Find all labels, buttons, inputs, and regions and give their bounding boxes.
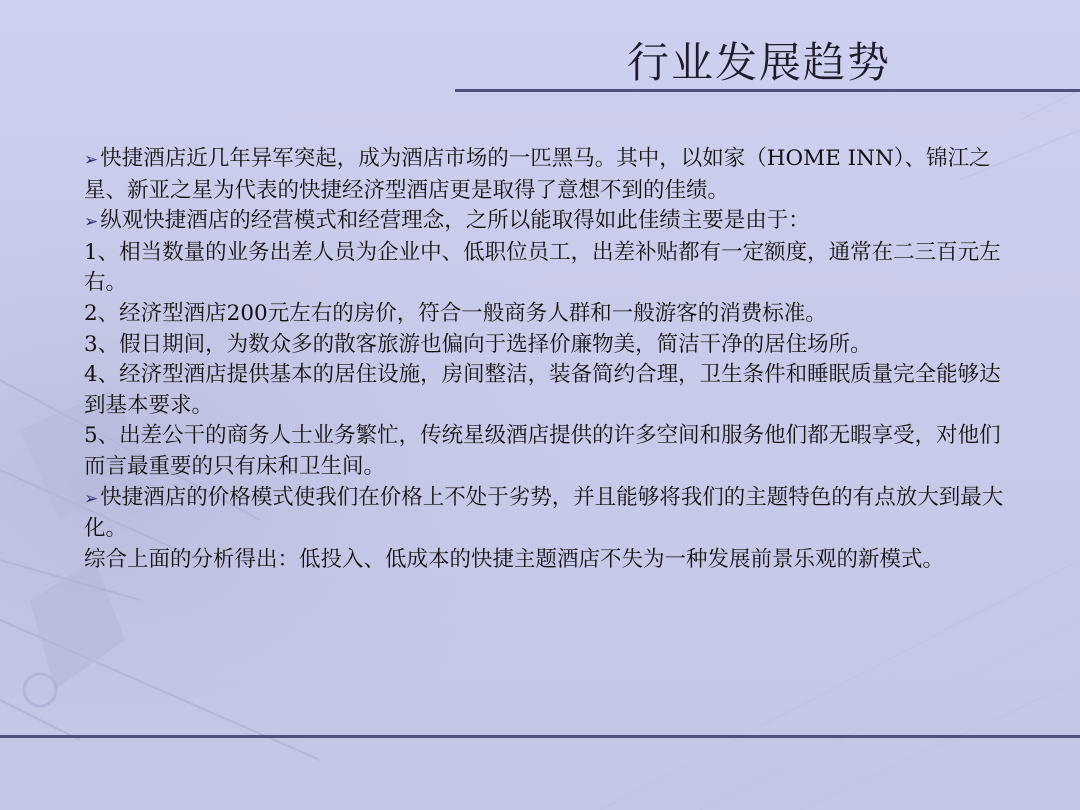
body-paragraph [84, 360, 1004, 421]
body-paragraph [84, 330, 1004, 361]
arrow-bullet-icon: ➢ [84, 150, 99, 170]
paragraph-text: 快捷酒店的价格模式使我们在价格上不处于劣势，并且能够将我们的主题特色的有点放大到最大化。 [84, 484, 1004, 542]
slide-title: 行业发展趋势 [627, 38, 892, 87]
bullet-paragraph [84, 206, 1004, 238]
paragraph-text: 1、相当数量的业务出差人员为企业中、低职位员工，出差补贴都有一定额度，通常在二三百元左右。 [84, 239, 1001, 296]
arrow-bullet-icon: ➢ [84, 488, 99, 509]
body-paragraph [84, 299, 1004, 330]
paragraph-text: 纵观快捷酒店的经营模式和经营理念，之所以能取得如此佳绩主要是由于： [100, 208, 810, 234]
footer-divider [0, 735, 1080, 738]
paragraph-text: 2、经济型酒店200元左右的房价，符合一般商务人群和一般游客的消费标准。 [84, 300, 827, 326]
body-paragraph [84, 238, 1004, 299]
bullet-paragraph [84, 144, 1004, 206]
arrow-bullet-icon: ➢ [84, 212, 99, 233]
paragraph-text: 4、经济型酒店提供基本的居住设施，房间整洁，装备简约合理，卫生条件和睡眠质量完全能够达到基本要求。 [84, 362, 1001, 418]
bullet-paragraph [84, 483, 1004, 545]
slide-body [84, 144, 1004, 575]
paragraph-text: 综合上面的分析得出：低投入、低成本的快捷主题酒店不失为一种发展前景乐观的新模式。 [84, 546, 945, 572]
paragraph-text: 5、出差公干的商务人士业务繁忙，传统星级酒店提供的许多空间和服务他们都无暇享受，对他们而言最重要的只有床和卫生间。 [84, 423, 1001, 479]
paragraph-text: 快捷酒店近几年异军突起，成为酒店市场的一匹黑马。其中，以如家（HOME INN）、锦江之星、新亚之星为代表的快捷经济型酒店更是取得了意想不到的佳绩。 [84, 146, 991, 203]
body-paragraph [84, 421, 1004, 482]
title-divider [455, 89, 1080, 92]
paragraph-text: 3、假日期间，为数众多的散客旅游也偏向于选择价廉物美，简洁干净的居住场所。 [84, 331, 872, 357]
body-paragraph [84, 545, 1004, 576]
